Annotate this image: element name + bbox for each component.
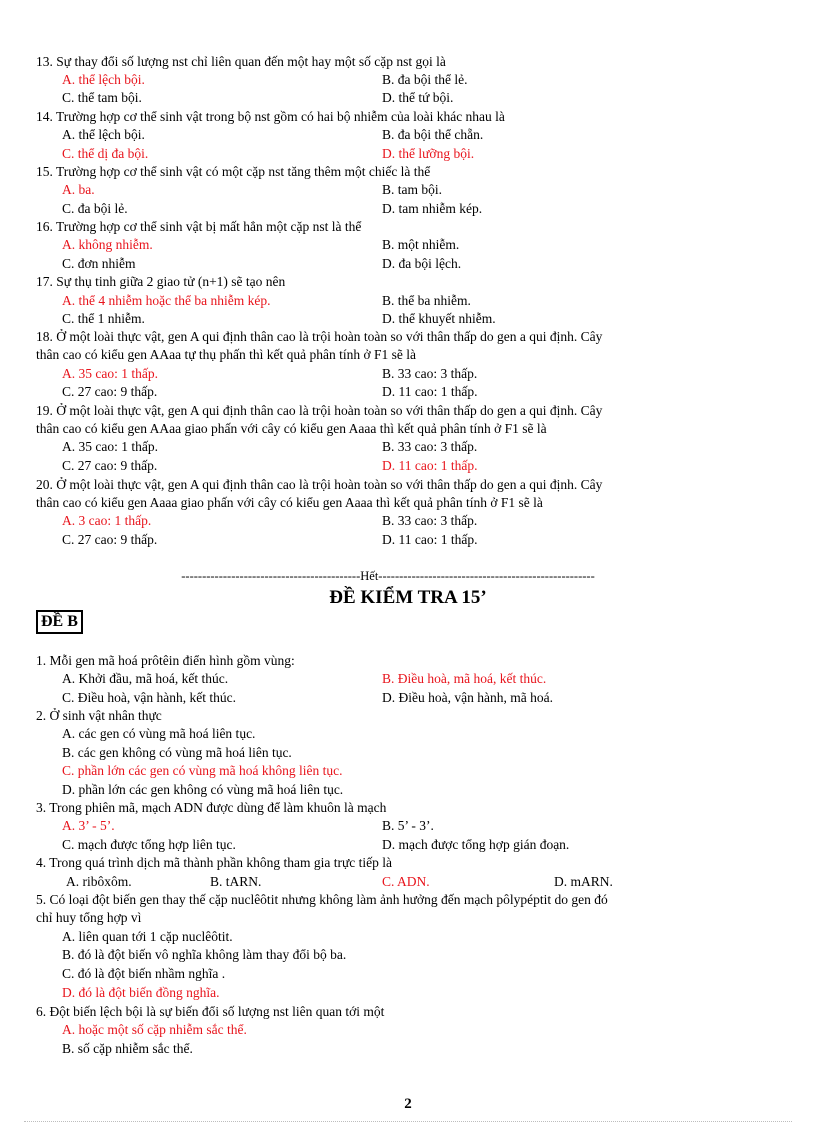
answer-option: A. các gen có vùng mã hoá liên tục. xyxy=(62,726,256,741)
question-stem: 17. Sự thụ tinh giữa 2 giao tử (n+1) sẽ tạo nên xyxy=(36,274,286,289)
question-stem: 2. Ở sinh vật nhân thực xyxy=(36,708,162,723)
answer-option-correct: A. không nhiễm. xyxy=(62,237,153,252)
answer-option-correct: A. ba. xyxy=(62,182,95,197)
answer-option-correct: D. đó là đột biến đồng nghĩa. xyxy=(62,985,220,1000)
page-number: 2 xyxy=(404,1096,412,1112)
question-stem: 13. Sự thay đổi số lượng nst chỉ liên quan đến một hay một số cặp nst gọi là xyxy=(36,54,446,69)
answer-option: B. thể ba nhiễm. xyxy=(382,293,471,308)
question-stem: 5. Có loại đột biến gen thay thế cặp nuclêôtit nhưng không làm ảnh hưởng đến mạch pôlypéptit do gen đó xyxy=(36,892,608,907)
answer-option: C. thể tam bội. xyxy=(62,90,142,105)
answer-option: D. thể khuyết nhiễm. xyxy=(382,311,496,326)
answer-option: A. liên quan tới 1 cặp nuclêôtit. xyxy=(62,929,233,944)
question-stem: 4. Trong quá trình dịch mã thành phần không tham gia trực tiếp là xyxy=(36,855,393,870)
exam-version-label: ĐỀ B xyxy=(36,610,83,634)
answer-option: D. mạch được tổng hợp gián đoạn. xyxy=(382,837,570,852)
answer-option: C. 27 cao: 9 thấp. xyxy=(62,532,158,547)
answer-option: D. 11 cao: 1 thấp. xyxy=(382,384,478,399)
end-separator: -------------------------------------------Hết---------------------------------------------------- xyxy=(181,569,595,583)
answer-option: C. Điều hoà, vận hành, kết thúc. xyxy=(62,690,236,705)
question-stem: 1. Mỗi gen mã hoá prôtêin điển hình gồm vùng: xyxy=(36,653,295,668)
answer-option-correct: C. phần lớn các gen có vùng mã hoá không liên tục. xyxy=(62,763,343,778)
answer-option-correct: C. thể dị đa bội. xyxy=(62,146,149,161)
answer-option: B. 33 cao: 3 thấp. xyxy=(382,513,478,528)
question-stem: 20. Ở một loài thực vật, gen A qui định thân cao là trội hoàn toàn so với thân thấp do gen a qui định. Cây xyxy=(36,477,603,492)
answer-option-correct: D. thể lưỡng bội. xyxy=(382,146,475,161)
answer-option-correct: A. 35 cao: 1 thấp. xyxy=(62,366,158,381)
answer-option: D. thể tứ bội. xyxy=(382,90,454,105)
answer-option-correct: B. Điều hoà, mã hoá, kết thúc. xyxy=(382,671,547,686)
question-stem: 19. Ở một loài thực vật, gen A qui định thân cao là trội hoàn toàn so với thân thấp do gen a qui định. Cây xyxy=(36,403,603,418)
answer-option: B. tam bội. xyxy=(382,182,442,197)
answer-option: B. 33 cao: 3 thấp. xyxy=(382,366,478,381)
answer-option: B. tARN. xyxy=(210,874,262,889)
question-stem: 14. Trường hợp cơ thể sinh vật trong bộ nst gồm có hai bộ nhiễm của loài khác nhau là xyxy=(36,109,505,124)
question-stem: thân cao có kiểu gen AAaa tự thụ phấn thì kết quả phân tính ở F1 sẽ là xyxy=(36,347,416,362)
question-stem: chỉ huy tổng hợp vì xyxy=(36,910,142,925)
answer-option: B. 5’ - 3’. xyxy=(382,818,434,833)
footer-rule xyxy=(24,1121,792,1122)
answer-option-correct: D. 11 cao: 1 thấp. xyxy=(382,458,478,473)
answer-option: B. một nhiễm. xyxy=(382,237,460,252)
answer-option: B. đó là đột biến vô nghĩa không làm thay đổi bộ ba. xyxy=(62,947,347,962)
exam-title: ĐỀ KIỂM TRA 15’ xyxy=(329,587,487,608)
answer-option: D. mARN. xyxy=(554,874,613,889)
answer-option: B. đa bội thể chẵn. xyxy=(382,127,484,142)
answer-option: A. 35 cao: 1 thấp. xyxy=(62,439,158,454)
answer-option: A. thể lệch bội. xyxy=(62,127,145,142)
answer-option: B. số cặp nhiễm sắc thể. xyxy=(62,1041,193,1056)
answer-option: D. đa bội lệch. xyxy=(382,256,462,271)
question-stem: 18. Ở một loài thực vật, gen A qui định thân cao là trội hoàn toàn so với thân thấp do gen a qui định. Cây xyxy=(36,329,603,344)
answer-option-correct: A. 3 cao: 1 thấp. xyxy=(62,513,152,528)
question-stem: 3. Trong phiên mã, mạch ADN được dùng để làm khuôn là mạch xyxy=(36,800,387,815)
answer-option: C. đơn nhiễm xyxy=(62,256,136,271)
answer-option: C. mạch được tổng hợp liên tục. xyxy=(62,837,236,852)
answer-option-correct: A. thể 4 nhiễm hoặc thể ba nhiễm kép. xyxy=(62,293,271,308)
answer-option: A. ribôxôm. xyxy=(66,874,132,889)
answer-option: C. đa bội lẻ. xyxy=(62,201,128,216)
answer-option: A. Khởi đầu, mã hoá, kết thúc. xyxy=(62,671,229,686)
question-stem: 6. Đột biến lệch bội là sự biến đổi số lượng nst liên quan tới một xyxy=(36,1004,385,1019)
answer-option: B. đa bội thể lẻ. xyxy=(382,72,468,87)
answer-option: D. Điều hoà, vận hành, mã hoá. xyxy=(382,690,553,705)
answer-option-correct: C. ADN. xyxy=(382,874,430,889)
answer-option-correct: A. 3’ - 5’. xyxy=(62,818,115,833)
answer-option: C. 27 cao: 9 thấp. xyxy=(62,458,158,473)
answer-option-correct: A. thể lệch bội. xyxy=(62,72,145,87)
answer-option: C. 27 cao: 9 thấp. xyxy=(62,384,158,399)
answer-option: C. đó là đột biến nhầm nghĩa . xyxy=(62,966,226,981)
answer-option: D. 11 cao: 1 thấp. xyxy=(382,532,478,547)
question-stem: 15. Trường hợp cơ thể sinh vật có một cặp nst tăng thêm một chiếc là thể xyxy=(36,164,431,179)
question-stem: 16. Trường hợp cơ thể sinh vật bị mất hẳn một cặp nst là thể xyxy=(36,219,362,234)
answer-option: D. tam nhiễm kép. xyxy=(382,201,483,216)
answer-option: C. thể 1 nhiễm. xyxy=(62,311,145,326)
answer-option: B. các gen không có vùng mã hoá liên tục. xyxy=(62,745,292,760)
answer-option: B. 33 cao: 3 thấp. xyxy=(382,439,478,454)
question-stem: thân cao có kiểu gen AAaa giao phấn với cây có kiểu gen Aaaa thì kết quả phân tính ở F1 sẽ là xyxy=(36,421,547,436)
answer-option: D. phần lớn các gen không có vùng mã hoá liên tục. xyxy=(62,782,344,797)
question-stem: thân cao có kiểu gen Aaaa giao phấn với cây có kiểu gen Aaaa thì kết quả phân tính ở F1 sẽ là xyxy=(36,495,543,510)
answer-option-correct: A. hoặc một số cặp nhiễm sắc thể. xyxy=(62,1022,247,1037)
